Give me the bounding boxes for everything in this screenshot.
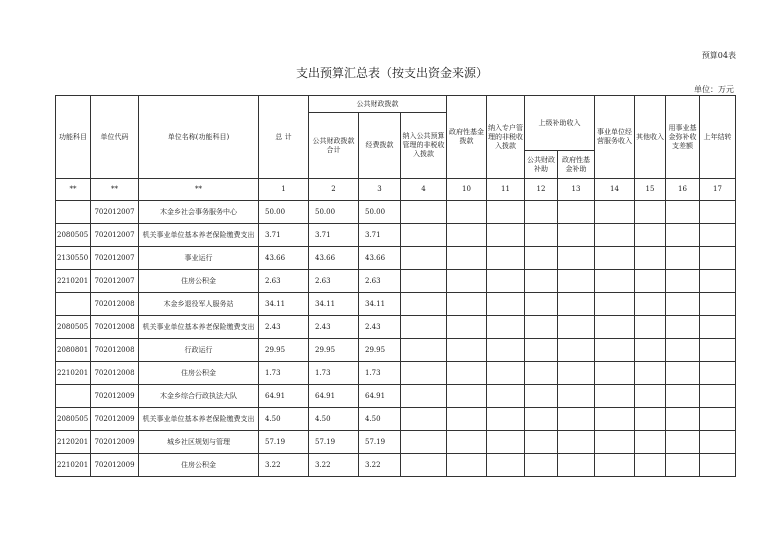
table-row xyxy=(56,247,736,270)
cell-empty xyxy=(666,454,700,477)
cell-empty xyxy=(700,224,736,247)
cell-pf-funds: 64.91 xyxy=(359,385,401,408)
table-row xyxy=(56,385,736,408)
cell-empty xyxy=(487,362,525,385)
cell-pf-funds: 2.43 xyxy=(359,316,401,339)
cell-org-name: 木金乡综合行政执法大队 xyxy=(139,385,259,408)
cell-empty xyxy=(595,270,635,293)
header-fund-balance: 用事业基金弥补收支差额 xyxy=(666,96,700,179)
cell-empty xyxy=(401,270,447,293)
header-gov-fund: 政府性基金拨款 xyxy=(447,96,487,179)
cell-empty xyxy=(700,247,736,270)
cell-pf-total: 64.91 xyxy=(309,385,359,408)
cell-pf-total: 1.73 xyxy=(309,362,359,385)
cell-total: 2.63 xyxy=(259,270,309,293)
cell-org-name: 住房公积金 xyxy=(139,270,259,293)
cell-pf-funds: 2.63 xyxy=(359,270,401,293)
cell-empty xyxy=(558,247,595,270)
cell-empty xyxy=(635,339,666,362)
column-number: 17 xyxy=(700,179,736,201)
cell-org-code: 702012007 xyxy=(91,201,139,224)
table-header xyxy=(56,96,736,201)
table-row xyxy=(56,293,736,316)
cell-org-name: 行政运行 xyxy=(139,339,259,362)
cell-empty xyxy=(447,293,487,316)
document-code: 预算04表 xyxy=(701,51,736,60)
column-number: 15 xyxy=(635,179,666,201)
cell-empty xyxy=(401,385,447,408)
cell-pf-total: 43.66 xyxy=(309,247,359,270)
cell-empty xyxy=(595,431,635,454)
cell-empty xyxy=(401,224,447,247)
table-row xyxy=(56,454,736,477)
cell-org-name: 机关事业单位基本养老保险缴费支出 xyxy=(139,316,259,339)
header-org-code: 单位代码 xyxy=(91,96,139,179)
cell-empty xyxy=(666,431,700,454)
cell-empty xyxy=(666,247,700,270)
cell-org-code: 702012008 xyxy=(91,362,139,385)
cell-org-code: 702012009 xyxy=(91,431,139,454)
cell-total: 4.50 xyxy=(259,408,309,431)
header-func: 功能科目 xyxy=(56,96,91,179)
cell-empty xyxy=(558,385,595,408)
cell-empty xyxy=(525,201,558,224)
header-public-finance: 公共财政拨款 xyxy=(309,96,447,113)
cell-func xyxy=(56,293,91,316)
cell-func: 2080505 xyxy=(56,224,91,247)
cell-empty xyxy=(700,385,736,408)
cell-empty xyxy=(700,408,736,431)
cell-empty xyxy=(558,224,595,247)
cell-empty xyxy=(666,316,700,339)
cell-empty xyxy=(595,385,635,408)
cell-func: 2210201 xyxy=(56,362,91,385)
page-title: 支出预算汇总表（按支出资金来源） xyxy=(295,66,488,80)
cell-empty xyxy=(447,224,487,247)
cell-empty xyxy=(401,293,447,316)
header-pf-total: 公共财政拨款合计 xyxy=(309,113,359,179)
cell-empty xyxy=(558,293,595,316)
column-number: ** xyxy=(91,179,139,201)
cell-empty xyxy=(487,408,525,431)
cell-pf-total: 3.71 xyxy=(309,224,359,247)
table-row xyxy=(56,339,736,362)
cell-empty xyxy=(666,270,700,293)
cell-empty xyxy=(635,270,666,293)
cell-empty xyxy=(447,385,487,408)
cell-org-code: 702012007 xyxy=(91,224,139,247)
cell-empty xyxy=(635,247,666,270)
budget-table xyxy=(55,95,736,477)
cell-empty xyxy=(595,454,635,477)
column-number: 16 xyxy=(666,179,700,201)
cell-empty xyxy=(525,362,558,385)
header-carry-over: 上年结转 xyxy=(700,96,736,179)
cell-total: 57.19 xyxy=(259,431,309,454)
cell-org-name: 机关事业单位基本养老保险缴费支出 xyxy=(139,224,259,247)
cell-empty xyxy=(401,247,447,270)
table-body xyxy=(56,201,736,477)
cell-func: 2080801 xyxy=(56,339,91,362)
cell-empty xyxy=(447,454,487,477)
cell-empty xyxy=(447,247,487,270)
cell-func: 2120201 xyxy=(56,431,91,454)
cell-empty xyxy=(447,316,487,339)
cell-org-name: 木金乡退役军人服务站 xyxy=(139,293,259,316)
cell-empty xyxy=(487,339,525,362)
cell-empty xyxy=(525,247,558,270)
cell-org-code: 702012008 xyxy=(91,293,139,316)
cell-empty xyxy=(635,431,666,454)
cell-empty xyxy=(666,339,700,362)
cell-empty xyxy=(700,293,736,316)
cell-empty xyxy=(487,431,525,454)
column-number: ** xyxy=(139,179,259,201)
cell-func: 2080505 xyxy=(56,408,91,431)
cell-pf-funds: 1.73 xyxy=(359,362,401,385)
cell-empty xyxy=(595,362,635,385)
header-other: 其他收入 xyxy=(635,96,666,179)
cell-pf-funds: 57.19 xyxy=(359,431,401,454)
column-number: 3 xyxy=(359,179,401,201)
cell-empty xyxy=(558,408,595,431)
cell-empty xyxy=(595,339,635,362)
cell-func: 2210201 xyxy=(56,270,91,293)
cell-empty xyxy=(666,362,700,385)
cell-empty xyxy=(700,431,736,454)
header-pf-nontax: 纳入公共预算管理的非税收入拨款 xyxy=(401,113,447,179)
cell-empty xyxy=(700,316,736,339)
cell-empty xyxy=(635,316,666,339)
cell-empty xyxy=(401,431,447,454)
table-row xyxy=(56,270,736,293)
header-sup-public: 公共财政补助 xyxy=(525,151,558,179)
cell-pf-total: 2.43 xyxy=(309,316,359,339)
cell-empty xyxy=(487,316,525,339)
column-number: ** xyxy=(56,179,91,201)
cell-pf-total: 50.00 xyxy=(309,201,359,224)
cell-total: 1.73 xyxy=(259,362,309,385)
column-number: 13 xyxy=(558,179,595,201)
cell-empty xyxy=(700,339,736,362)
cell-org-name: 城乡社区规划与管理 xyxy=(139,431,259,454)
column-number: 1 xyxy=(259,179,309,201)
cell-pf-funds: 4.50 xyxy=(359,408,401,431)
table-row xyxy=(56,224,736,247)
cell-total: 3.71 xyxy=(259,224,309,247)
cell-empty xyxy=(666,293,700,316)
cell-empty xyxy=(525,316,558,339)
header-sup-gov: 政府性基金补助 xyxy=(558,151,595,179)
cell-empty xyxy=(487,201,525,224)
header-fiscal-account: 纳入专户管理的非税收入拨款 xyxy=(487,96,525,179)
cell-empty xyxy=(525,339,558,362)
cell-empty xyxy=(558,339,595,362)
cell-empty xyxy=(525,224,558,247)
cell-empty xyxy=(595,316,635,339)
header-org-name: 单位名称(功能科目) xyxy=(139,96,259,179)
cell-org-name: 住房公积金 xyxy=(139,454,259,477)
cell-empty xyxy=(558,316,595,339)
cell-empty xyxy=(558,431,595,454)
column-number: 12 xyxy=(525,179,558,201)
header-superior: 上级补助收入 xyxy=(525,96,595,151)
cell-total: 3.22 xyxy=(259,454,309,477)
cell-empty xyxy=(525,431,558,454)
cell-empty xyxy=(666,408,700,431)
cell-empty xyxy=(525,408,558,431)
cell-org-code: 702012009 xyxy=(91,385,139,408)
cell-org-code: 702012008 xyxy=(91,316,139,339)
table-row xyxy=(56,316,736,339)
cell-empty xyxy=(595,293,635,316)
cell-empty xyxy=(558,201,595,224)
cell-empty xyxy=(595,224,635,247)
cell-empty xyxy=(447,431,487,454)
cell-empty xyxy=(447,270,487,293)
cell-org-name: 住房公积金 xyxy=(139,362,259,385)
cell-pf-total: 3.22 xyxy=(309,454,359,477)
cell-empty xyxy=(558,270,595,293)
cell-org-name: 木金乡社会事务服务中心 xyxy=(139,201,259,224)
cell-org-name: 机关事业单位基本养老保险缴费支出 xyxy=(139,408,259,431)
cell-empty xyxy=(635,362,666,385)
cell-empty xyxy=(635,224,666,247)
cell-empty xyxy=(666,385,700,408)
cell-empty xyxy=(635,385,666,408)
cell-empty xyxy=(401,454,447,477)
cell-empty xyxy=(525,293,558,316)
cell-total: 2.43 xyxy=(259,316,309,339)
cell-pf-funds: 3.22 xyxy=(359,454,401,477)
cell-empty xyxy=(487,293,525,316)
cell-empty xyxy=(700,454,736,477)
cell-total: 29.95 xyxy=(259,339,309,362)
column-number: 10 xyxy=(447,179,487,201)
cell-pf-total: 57.19 xyxy=(309,431,359,454)
table-row xyxy=(56,201,736,224)
cell-empty xyxy=(595,201,635,224)
cell-org-code: 702012009 xyxy=(91,454,139,477)
column-number: 2 xyxy=(309,179,359,201)
cell-empty xyxy=(487,454,525,477)
cell-func xyxy=(56,385,91,408)
cell-func: 2210201 xyxy=(56,454,91,477)
cell-pf-funds: 34.11 xyxy=(359,293,401,316)
cell-empty xyxy=(558,362,595,385)
cell-empty xyxy=(525,454,558,477)
cell-empty xyxy=(401,201,447,224)
header-business: 事业单位经营服务收入 xyxy=(595,96,635,179)
cell-empty xyxy=(558,454,595,477)
cell-empty xyxy=(401,339,447,362)
cell-empty xyxy=(487,224,525,247)
cell-empty xyxy=(700,362,736,385)
table-row xyxy=(56,431,736,454)
column-number: 4 xyxy=(401,179,447,201)
cell-total: 64.91 xyxy=(259,385,309,408)
column-number: 14 xyxy=(595,179,635,201)
cell-empty xyxy=(447,201,487,224)
cell-empty xyxy=(595,408,635,431)
cell-empty xyxy=(525,270,558,293)
cell-total: 43.66 xyxy=(259,247,309,270)
cell-empty xyxy=(635,408,666,431)
cell-empty xyxy=(487,385,525,408)
cell-func: 2080505 xyxy=(56,316,91,339)
cell-func xyxy=(56,201,91,224)
cell-org-code: 702012007 xyxy=(91,270,139,293)
cell-empty xyxy=(635,293,666,316)
table-row xyxy=(56,362,736,385)
cell-total: 50.00 xyxy=(259,201,309,224)
cell-empty xyxy=(525,385,558,408)
cell-pf-total: 29.95 xyxy=(309,339,359,362)
cell-pf-funds: 29.95 xyxy=(359,339,401,362)
cell-empty xyxy=(635,454,666,477)
cell-empty xyxy=(666,201,700,224)
cell-empty xyxy=(447,362,487,385)
header-pf-funds: 经费拨款 xyxy=(359,113,401,179)
cell-pf-funds: 50.00 xyxy=(359,201,401,224)
cell-empty xyxy=(401,316,447,339)
cell-total: 34.11 xyxy=(259,293,309,316)
cell-org-code: 702012009 xyxy=(91,408,139,431)
cell-empty xyxy=(487,270,525,293)
cell-empty xyxy=(635,201,666,224)
header-total: 总 计 xyxy=(259,96,309,179)
cell-empty xyxy=(700,201,736,224)
cell-empty xyxy=(401,408,447,431)
cell-org-code: 702012007 xyxy=(91,247,139,270)
cell-empty xyxy=(401,362,447,385)
unit-label: 单位：万元 xyxy=(694,85,734,94)
cell-pf-funds: 43.66 xyxy=(359,247,401,270)
cell-empty xyxy=(447,408,487,431)
column-number-row xyxy=(56,179,736,201)
cell-pf-total: 2.63 xyxy=(309,270,359,293)
cell-empty xyxy=(595,247,635,270)
cell-empty xyxy=(447,339,487,362)
cell-org-name: 事业运行 xyxy=(139,247,259,270)
cell-empty xyxy=(666,224,700,247)
cell-empty xyxy=(700,270,736,293)
cell-func: 2130550 xyxy=(56,247,91,270)
cell-empty xyxy=(487,247,525,270)
cell-pf-total: 4.50 xyxy=(309,408,359,431)
table-row xyxy=(56,408,736,431)
cell-pf-total: 34.11 xyxy=(309,293,359,316)
column-number: 11 xyxy=(487,179,525,201)
cell-pf-funds: 3.71 xyxy=(359,224,401,247)
cell-org-code: 702012008 xyxy=(91,339,139,362)
